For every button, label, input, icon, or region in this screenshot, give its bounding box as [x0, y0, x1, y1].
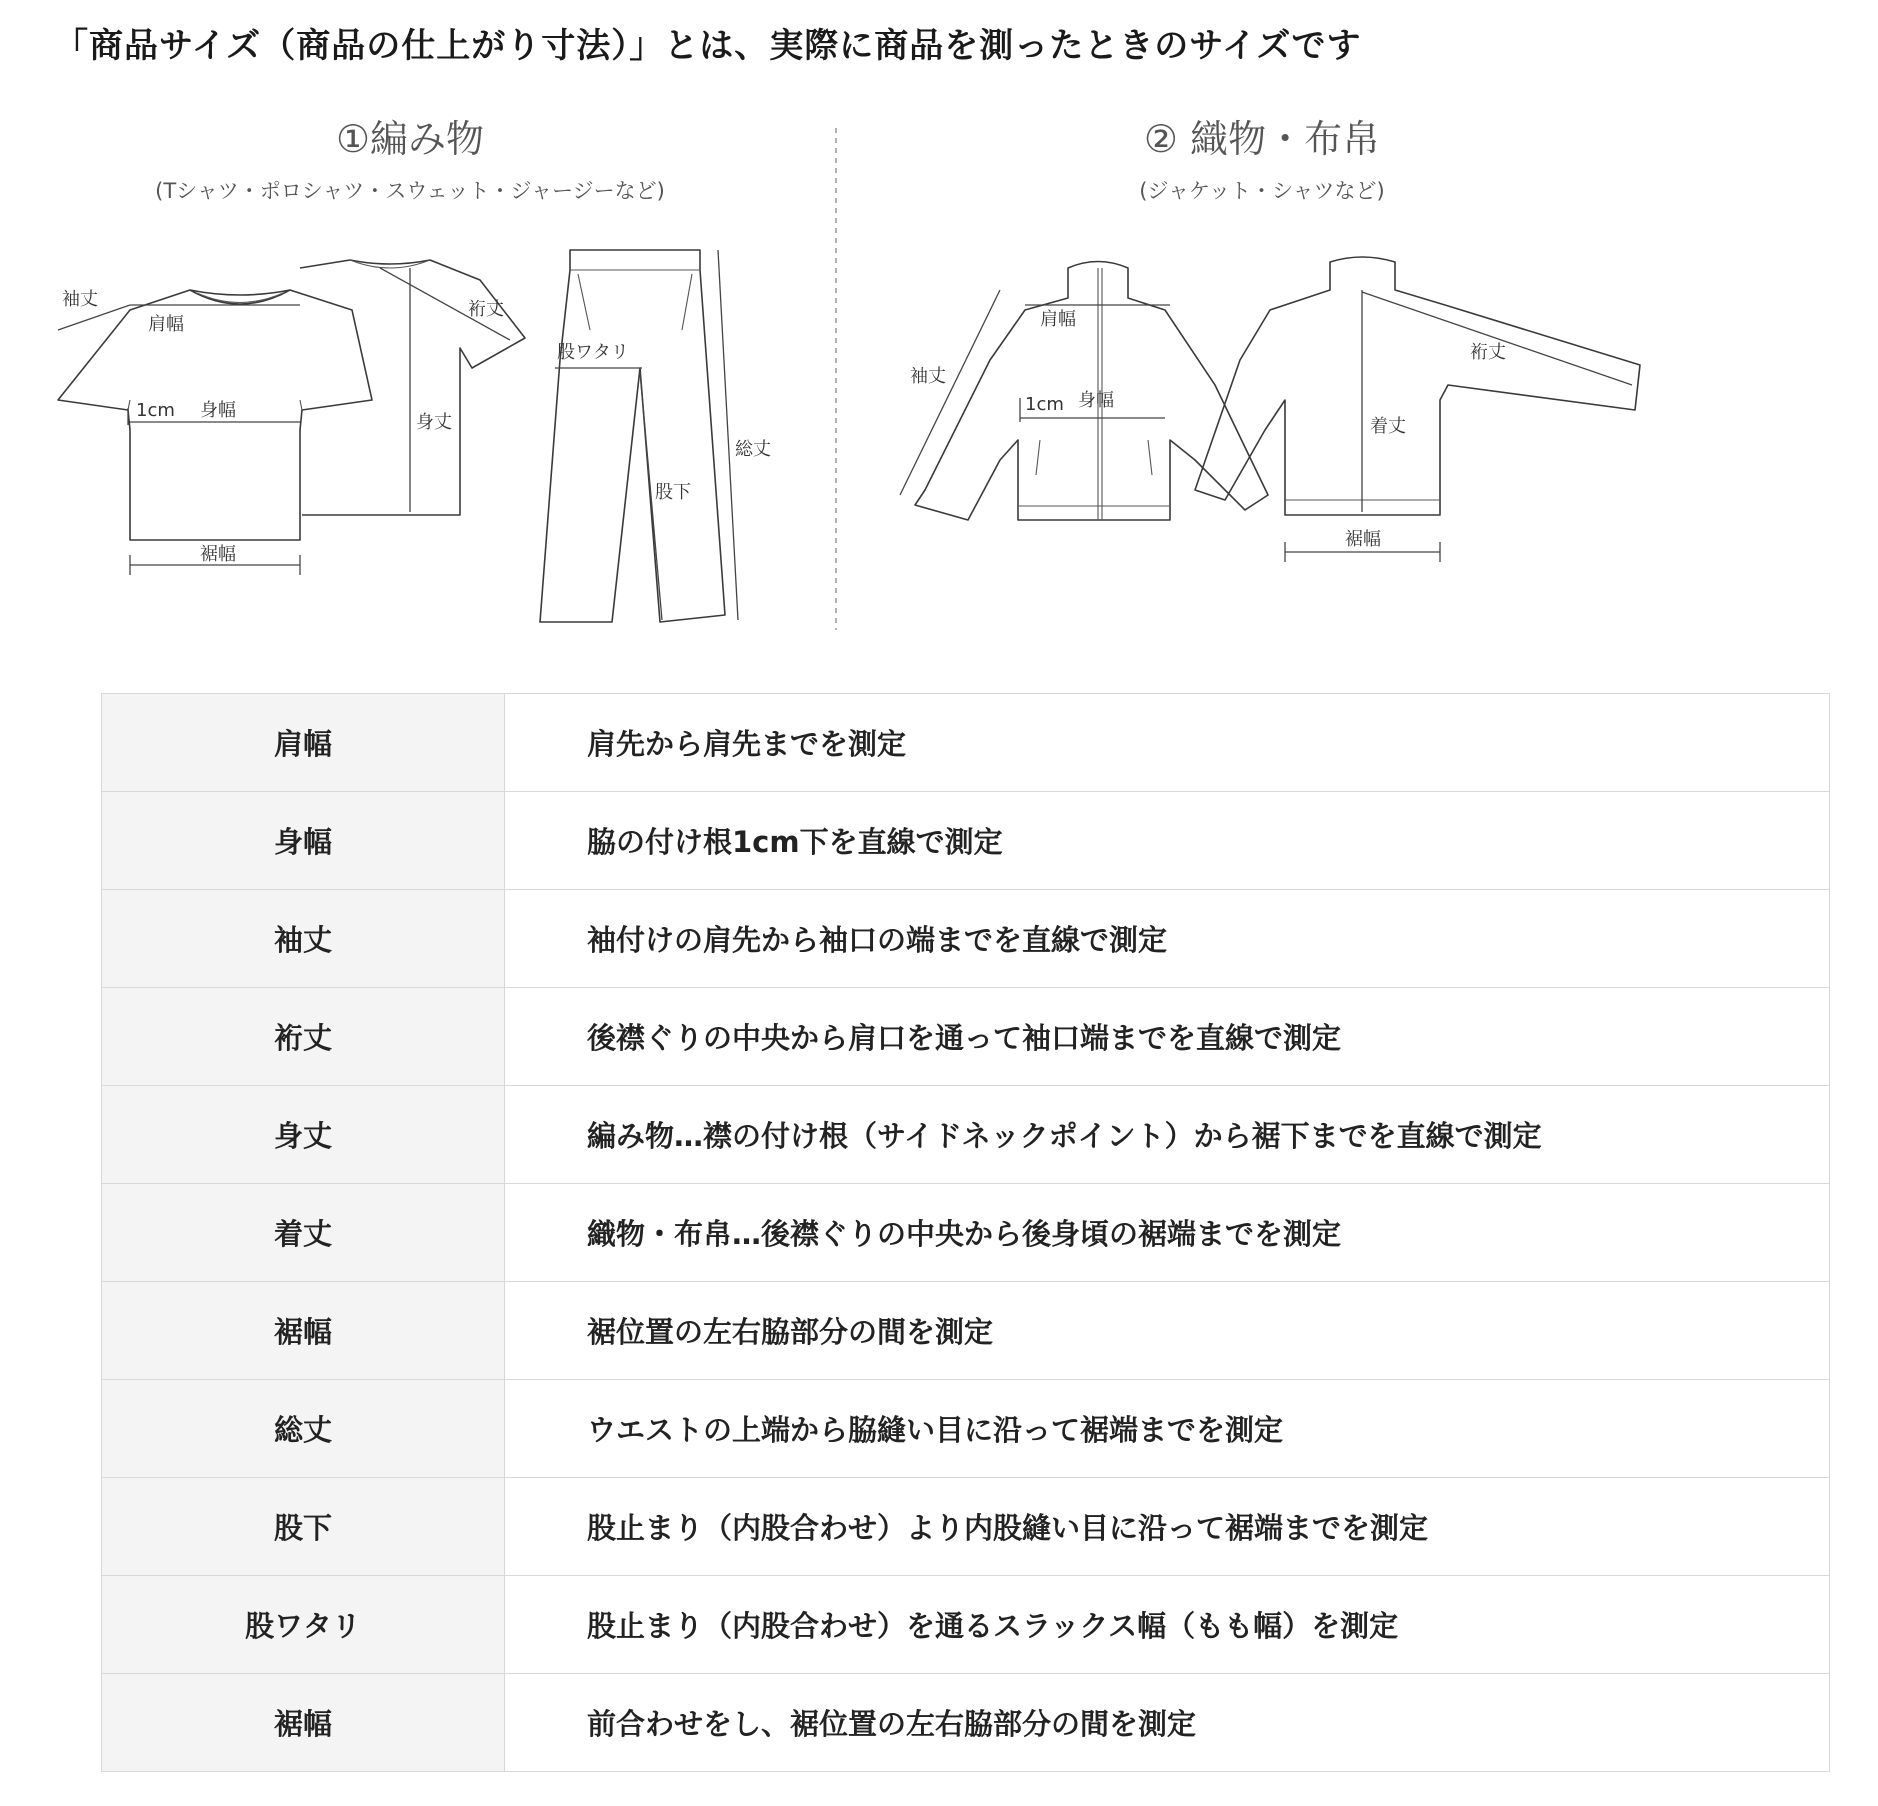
table-row [102, 890, 1830, 988]
term-cell: 裾幅 [102, 1674, 505, 1772]
jacket-sleeve-label: 袖丈 [910, 366, 946, 387]
term-cell: 裄丈 [102, 988, 505, 1086]
table-row [102, 1086, 1830, 1184]
description-cell: ウエストの上端から脇縫い目に沿って裾端までを測定 [505, 1380, 1830, 1478]
table-row [102, 1282, 1830, 1380]
jacket-1cm-label: 1cm [1025, 394, 1064, 415]
tshirt-sleeve-label: 袖丈 [62, 289, 98, 310]
woven-title: ② 織物・布帛 [1143, 117, 1381, 161]
description-cell: 織物・布帛…後襟ぐりの中央から後身頃の裾端までを測定 [505, 1184, 1830, 1282]
measurement-table [101, 693, 1830, 1772]
page-heading: 「商品サイズ（商品の仕上がり寸法）」とは、実際に商品を測ったときのサイズです [54, 26, 1362, 66]
description-cell: 股止まり（内股合わせ）より内股縫い目に沿って裾端までを測定 [505, 1478, 1830, 1576]
description-cell: 肩先から肩先までを測定 [505, 694, 1830, 792]
description-cell: 編み物…襟の付け根（サイドネックポイント）から裾下までを直線で測定 [505, 1086, 1830, 1184]
tshirt-yuki-label: 裄丈 [468, 299, 504, 320]
measurement-diagram [0, 100, 1878, 660]
term-cell: 着丈 [102, 1184, 505, 1282]
pants-drawing [540, 250, 725, 622]
knit-subtitle: (Tシャツ・ポロシャツ・スウェット・ジャージーなど) [155, 179, 665, 203]
tshirt-1cm-label: 1cm [136, 400, 175, 421]
description-cell: 袖付けの肩先から袖口の端までを直線で測定 [505, 890, 1830, 988]
description-cell: 裾位置の左右脇部分の間を測定 [505, 1282, 1830, 1380]
description-cell: 後襟ぐりの中央から肩口を通って袖口端までを直線で測定 [505, 988, 1830, 1086]
knit-title: ①編み物 [335, 117, 485, 161]
measurement-illustration [0, 100, 1878, 660]
term-cell: 裾幅 [102, 1282, 505, 1380]
pants-inseam-label: 股下 [655, 482, 691, 503]
woven-subtitle: (ジャケット・シャツなど) [1139, 179, 1385, 203]
description-cell: 脇の付け根1cm下を直線で測定 [505, 792, 1830, 890]
term-cell: 身丈 [102, 1086, 505, 1184]
term-cell: 身幅 [102, 792, 505, 890]
pants-thigh-label: 股ワタリ [557, 342, 629, 363]
tshirt-hem-label: 裾幅 [200, 544, 236, 565]
tshirt-body-width-label: 身幅 [200, 400, 236, 421]
term-cell: 袖丈 [102, 890, 505, 988]
pants-total-label: 総丈 [735, 439, 771, 460]
tshirt-shoulder-label: 肩幅 [148, 314, 184, 335]
term-cell: 股下 [102, 1478, 505, 1576]
tshirt-body-length-label: 身丈 [416, 412, 452, 433]
jacket-length-label: 着丈 [1370, 416, 1406, 437]
table-row [102, 1478, 1830, 1576]
table-row [102, 1184, 1830, 1282]
table-row [102, 1380, 1830, 1478]
table-row [102, 988, 1830, 1086]
jacket-shoulder-label: 肩幅 [1040, 309, 1076, 330]
description-cell: 前合わせをし、裾位置の左右脇部分の間を測定 [505, 1674, 1830, 1772]
jacket-back-drawing [1195, 257, 1640, 515]
table-row [102, 1674, 1830, 1772]
table-row [102, 792, 1830, 890]
jacket-sleeve-dim [900, 290, 1000, 495]
jacket-yuki-label: 裄丈 [1470, 342, 1506, 363]
table-row [102, 1576, 1830, 1674]
description-cell: 股止まり（内股合わせ）を通るスラックス幅（もも幅）を測定 [505, 1576, 1830, 1674]
term-cell: 股ワタリ [102, 1576, 505, 1674]
jacket-hem-label: 裾幅 [1345, 529, 1381, 550]
jacket-yuki-dim [1362, 292, 1632, 385]
term-cell: 総丈 [102, 1380, 505, 1478]
jacket-body-width-label: 身幅 [1078, 390, 1114, 411]
table-row [102, 694, 1830, 792]
term-cell: 肩幅 [102, 694, 505, 792]
